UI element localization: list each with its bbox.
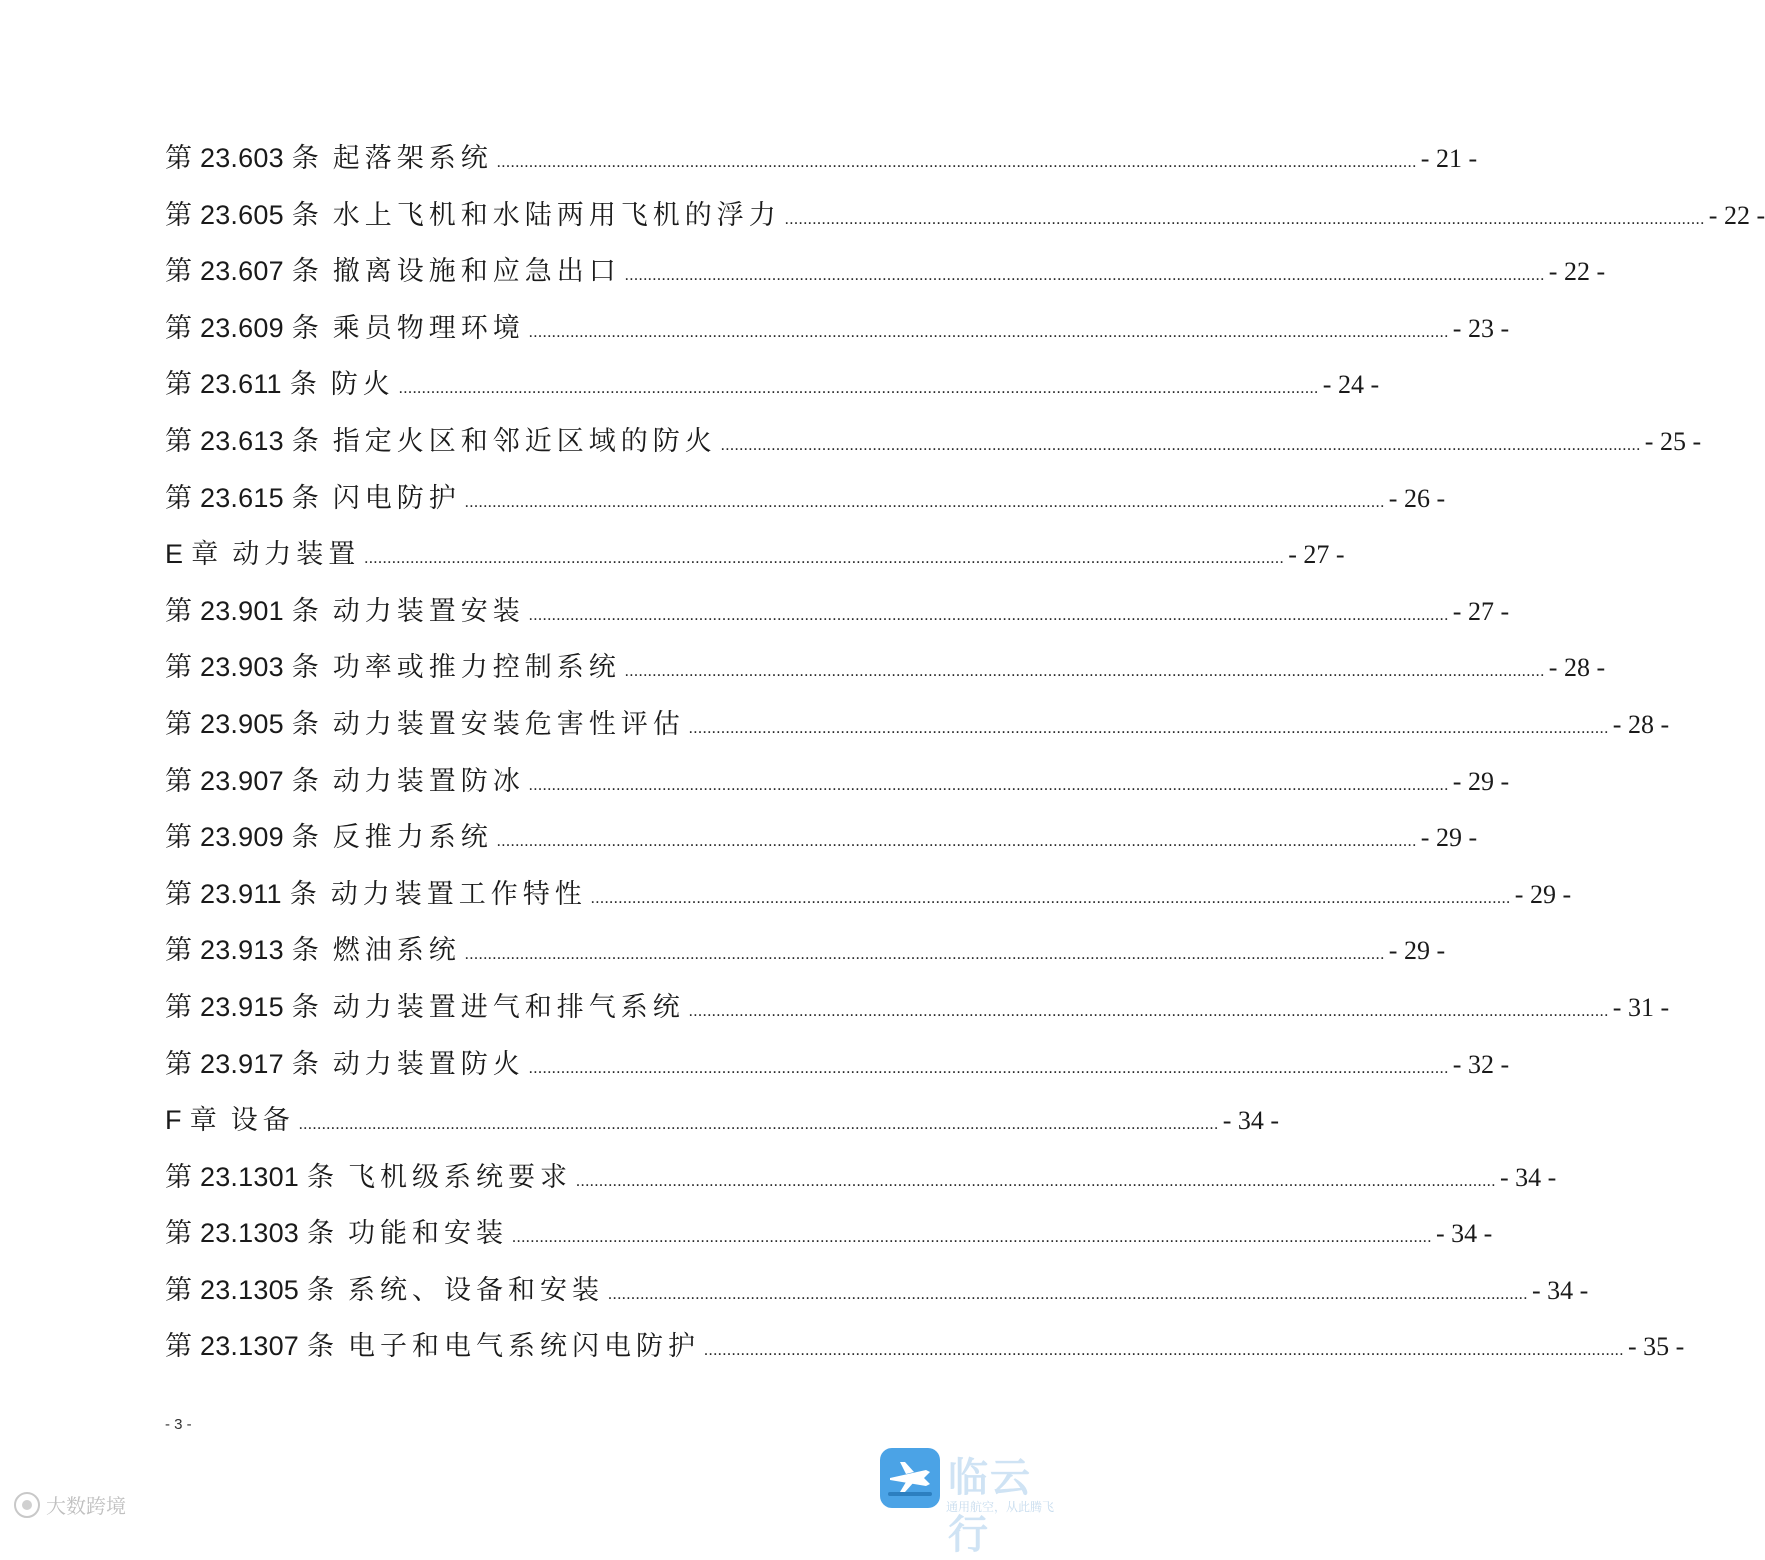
toc-suffix: 条 [291, 143, 319, 174]
toc-page: - 34 - [1500, 1162, 1557, 1192]
toc-suffix: 条 [291, 935, 319, 967]
toc-suffix: 条 [307, 1274, 334, 1306]
toc-page: - 34 - [1222, 1106, 1280, 1136]
toc-prefix: 第 [165, 199, 192, 231]
toc-prefix: 第 [165, 991, 192, 1023]
airplane-icon [880, 1448, 940, 1508]
toc-prefix: 第 [165, 1274, 192, 1306]
toc-page: - 28 - [1548, 653, 1606, 683]
watermark-slogan: 通用航空，从此腾飞 [946, 1500, 1055, 1514]
toc-dot-leader: ........................................................................................................................................................................................................ [704, 1342, 1624, 1360]
toc-suffix: 条 [291, 652, 319, 684]
toc-title: 乘员物理环境 [332, 312, 525, 344]
toc-suffix: 条 [291, 765, 319, 797]
toc-entry-row[interactable] [165, 356, 1380, 413]
toc-prefix: 第 [165, 822, 192, 854]
toc-number: 23.911 [200, 878, 282, 909]
toc-dot-leader: ........................................................................................................................................................................................................ [512, 1229, 1432, 1247]
toc-title: 功率或推力控制系统 [332, 652, 621, 684]
toc-suffix: 条 [291, 595, 319, 627]
toc-page: - 22 - [1548, 257, 1606, 287]
toc-title: 动力装置 [232, 539, 361, 571]
watermark-brand: 临云行 [948, 1455, 1032, 1558]
toc-suffix: 条 [291, 822, 319, 854]
toc-prefix: 第 [165, 143, 192, 174]
toc-entry-row[interactable] [165, 1262, 1589, 1319]
toc-dot-leader: ........................................................................................................................................................................................................ [608, 1285, 1528, 1303]
toc-entry-row[interactable] [165, 1149, 1557, 1206]
toc-page: - 25 - [1644, 426, 1702, 456]
toc-title: 设备 [230, 1105, 295, 1137]
toc-suffix: 条 [291, 708, 319, 740]
toc-suffix: 条 [291, 199, 319, 231]
toc-prefix: 第 [165, 708, 192, 740]
toc-entry-row[interactable] [165, 130, 1478, 187]
toc-title: 功能和安装 [348, 1218, 508, 1250]
toc-prefix: 第 [165, 652, 192, 684]
toc-suffix: 条 [307, 1331, 334, 1363]
toc-dot-leader: ........................................................................................................................................................................................................ [398, 380, 1319, 398]
toc-entry-row[interactable] [165, 979, 1670, 1036]
toc-dot-leader: ........................................................................................................................................................................................................ [784, 210, 1705, 228]
watermark-right [880, 1446, 1070, 1558]
toc-prefix: 第 [165, 935, 192, 967]
toc-dot-leader: ........................................................................................................................................................................................................ [464, 493, 1385, 511]
toc-title: 闪电防护 [332, 482, 461, 514]
toc-title: 系统、设备和安装 [348, 1274, 604, 1306]
toc-entry-row[interactable] [165, 809, 1478, 866]
toc-prefix: 第 [165, 878, 192, 910]
toc-page: - 32 - [1452, 1049, 1510, 1079]
toc-number: 23.603 [200, 143, 284, 173]
toc-entry-row[interactable] [165, 866, 1572, 923]
toc-suffix: 章 [191, 539, 219, 571]
watermark-left [14, 1490, 126, 1519]
toc-title: 防火 [330, 369, 395, 401]
toc-page: - 27 - [1452, 596, 1510, 626]
toc-title: 动力装置安装危害性评估 [332, 708, 685, 740]
toc-page: - 35 - [1628, 1332, 1685, 1362]
toc-page: - 23 - [1452, 313, 1510, 343]
toc-entry-row[interactable] [165, 753, 1510, 810]
toc-dot-leader: ........................................................................................................................................................................................................ [528, 1059, 1449, 1077]
toc-dot-leader: ........................................................................................................................................................................................................ [528, 606, 1449, 624]
toc-entry-row[interactable] [165, 1318, 1685, 1375]
toc-number: 23.605 [200, 199, 284, 230]
toc-title: 动力装置工作特性 [330, 878, 587, 910]
weibo-icon [14, 1492, 40, 1518]
toc-number: 23.915 [200, 991, 284, 1022]
toc-number: 23.901 [200, 595, 284, 626]
toc-page: - 29 - [1514, 879, 1572, 909]
toc-suffix: 条 [307, 1218, 334, 1250]
toc-prefix: 第 [165, 1218, 192, 1250]
toc-page: - 21 - [1420, 144, 1478, 173]
toc-suffix: 章 [189, 1105, 217, 1137]
toc-number: 23.903 [200, 652, 284, 683]
toc-title: 撤离设施和应急出口 [332, 256, 621, 288]
toc-dot-leader: ........................................................................................................................................................................................................ [496, 154, 1417, 171]
toc-dot-leader: ........................................................................................................................................................................................................ [624, 663, 1545, 681]
toc-dot-leader: ........................................................................................................................................................................................................ [688, 1002, 1609, 1020]
toc-suffix: 条 [289, 369, 317, 401]
toc-chapter-row[interactable] [165, 1092, 1280, 1149]
toc-title: 飞机级系统要求 [348, 1161, 572, 1193]
toc-suffix: 条 [291, 312, 319, 344]
toc-number: 23.917 [200, 1048, 284, 1079]
toc-entry-row[interactable] [165, 639, 1606, 696]
toc-number: 23.1303 [200, 1218, 299, 1249]
toc-page: - 29 - [1452, 766, 1510, 796]
toc-dot-leader: ........................................................................................................................................................................................................ [720, 436, 1641, 454]
toc-page: - 34 - [1436, 1219, 1493, 1249]
toc-suffix: 条 [307, 1161, 334, 1193]
toc-number: 23.909 [200, 822, 284, 853]
toc-chapter-row[interactable] [165, 526, 1345, 583]
toc-title: 动力装置进气和排气系统 [332, 991, 685, 1023]
toc-title: 动力装置防冰 [332, 765, 525, 797]
watermark-left-text: 大数跨境 [46, 1494, 126, 1518]
toc-number: 23.607 [200, 256, 284, 287]
toc-number: 23.905 [200, 708, 284, 739]
toc-suffix: 条 [291, 1048, 319, 1080]
toc-entry-row[interactable] [165, 583, 1510, 640]
toc-entry-row[interactable] [165, 243, 1606, 300]
toc-prefix: 第 [165, 369, 192, 401]
toc-prefix: 第 [165, 595, 192, 627]
toc-page: - 31 - [1612, 992, 1670, 1022]
toc-number: 23.615 [200, 482, 284, 513]
page-number: - 3 - [165, 1416, 192, 1433]
toc-number: 23.1307 [200, 1331, 299, 1362]
toc-page: - 24 - [1322, 370, 1380, 400]
toc-page: - 22 - [1708, 200, 1765, 230]
toc-prefix: 第 [165, 1161, 192, 1193]
toc-dot-leader: ........................................................................................................................................................................................................ [688, 719, 1609, 737]
toc-entry-row[interactable] [165, 187, 1765, 244]
toc-title: 指定火区和邻近区域的防火 [332, 425, 717, 457]
toc-title: 燃油系统 [332, 935, 461, 967]
toc-title: 起落架系统 [332, 143, 493, 174]
toc-number: 23.1305 [200, 1274, 299, 1305]
toc-entry-row[interactable] [165, 922, 1446, 979]
toc-prefix: 第 [165, 482, 192, 514]
toc-suffix: 条 [291, 991, 319, 1023]
toc-number: 23.611 [200, 369, 282, 400]
toc-entry-row[interactable] [165, 413, 1702, 470]
toc-dot-leader: ........................................................................................................................................................................................................ [590, 889, 1511, 907]
toc-page: - 29 - [1420, 823, 1478, 853]
toc-number: E [165, 539, 184, 570]
toc-dot-leader: ........................................................................................................................................................................................................ [576, 1172, 1496, 1190]
toc-suffix: 条 [291, 425, 319, 457]
toc-entry-row[interactable] [165, 300, 1510, 357]
toc-title: 水上飞机和水陆两用飞机的浮力 [332, 199, 781, 231]
toc-dot-leader: ........................................................................................................................................................................................................ [528, 323, 1449, 341]
toc-dot-leader: ........................................................................................................................................................................................................ [528, 776, 1449, 794]
toc-page: - 26 - [1388, 483, 1446, 513]
toc-suffix: 条 [291, 256, 319, 288]
toc-entry-row[interactable] [165, 1205, 1493, 1262]
toc-title: 反推力系统 [332, 822, 493, 854]
toc-dot-leader: ........................................................................................................................................................................................................ [496, 833, 1417, 851]
toc-dot-leader: ........................................................................................................................................................................................................ [624, 267, 1545, 285]
toc-prefix: 第 [165, 1048, 192, 1080]
toc-number: 23.1301 [200, 1161, 299, 1192]
toc-title: 电子和电气系统闪电防护 [348, 1331, 700, 1363]
toc-prefix: 第 [165, 256, 192, 288]
toc-dot-leader: ........................................................................................................................................................................................................ [298, 1116, 1219, 1134]
toc-prefix: 第 [165, 1331, 192, 1363]
toc-number: 23.609 [200, 312, 284, 343]
toc-number: 23.907 [200, 765, 284, 796]
toc-number: 23.913 [200, 935, 284, 966]
toc-prefix: 第 [165, 312, 192, 344]
toc-title: 动力装置防火 [332, 1048, 525, 1080]
toc-dot-leader: ........................................................................................................................................................................................................ [464, 946, 1385, 964]
toc-number: F [165, 1105, 182, 1136]
table-of-contents [165, 130, 1765, 1375]
toc-entry-row[interactable] [165, 1036, 1510, 1093]
toc-dot-leader: ........................................................................................................................................................................................................ [364, 550, 1285, 568]
toc-entry-row[interactable] [165, 696, 1670, 753]
toc-prefix: 第 [165, 765, 192, 797]
toc-page: - 34 - [1532, 1275, 1589, 1305]
toc-suffix: 条 [291, 482, 319, 514]
toc-prefix: 第 [165, 425, 192, 457]
toc-number: 23.613 [200, 425, 284, 456]
toc-suffix: 条 [289, 878, 317, 910]
toc-page: - 29 - [1388, 936, 1446, 966]
toc-entry-row[interactable] [165, 470, 1446, 527]
toc-page: - 27 - [1288, 540, 1345, 570]
toc-page: - 28 - [1612, 709, 1670, 739]
toc-title: 动力装置安装 [332, 595, 525, 627]
